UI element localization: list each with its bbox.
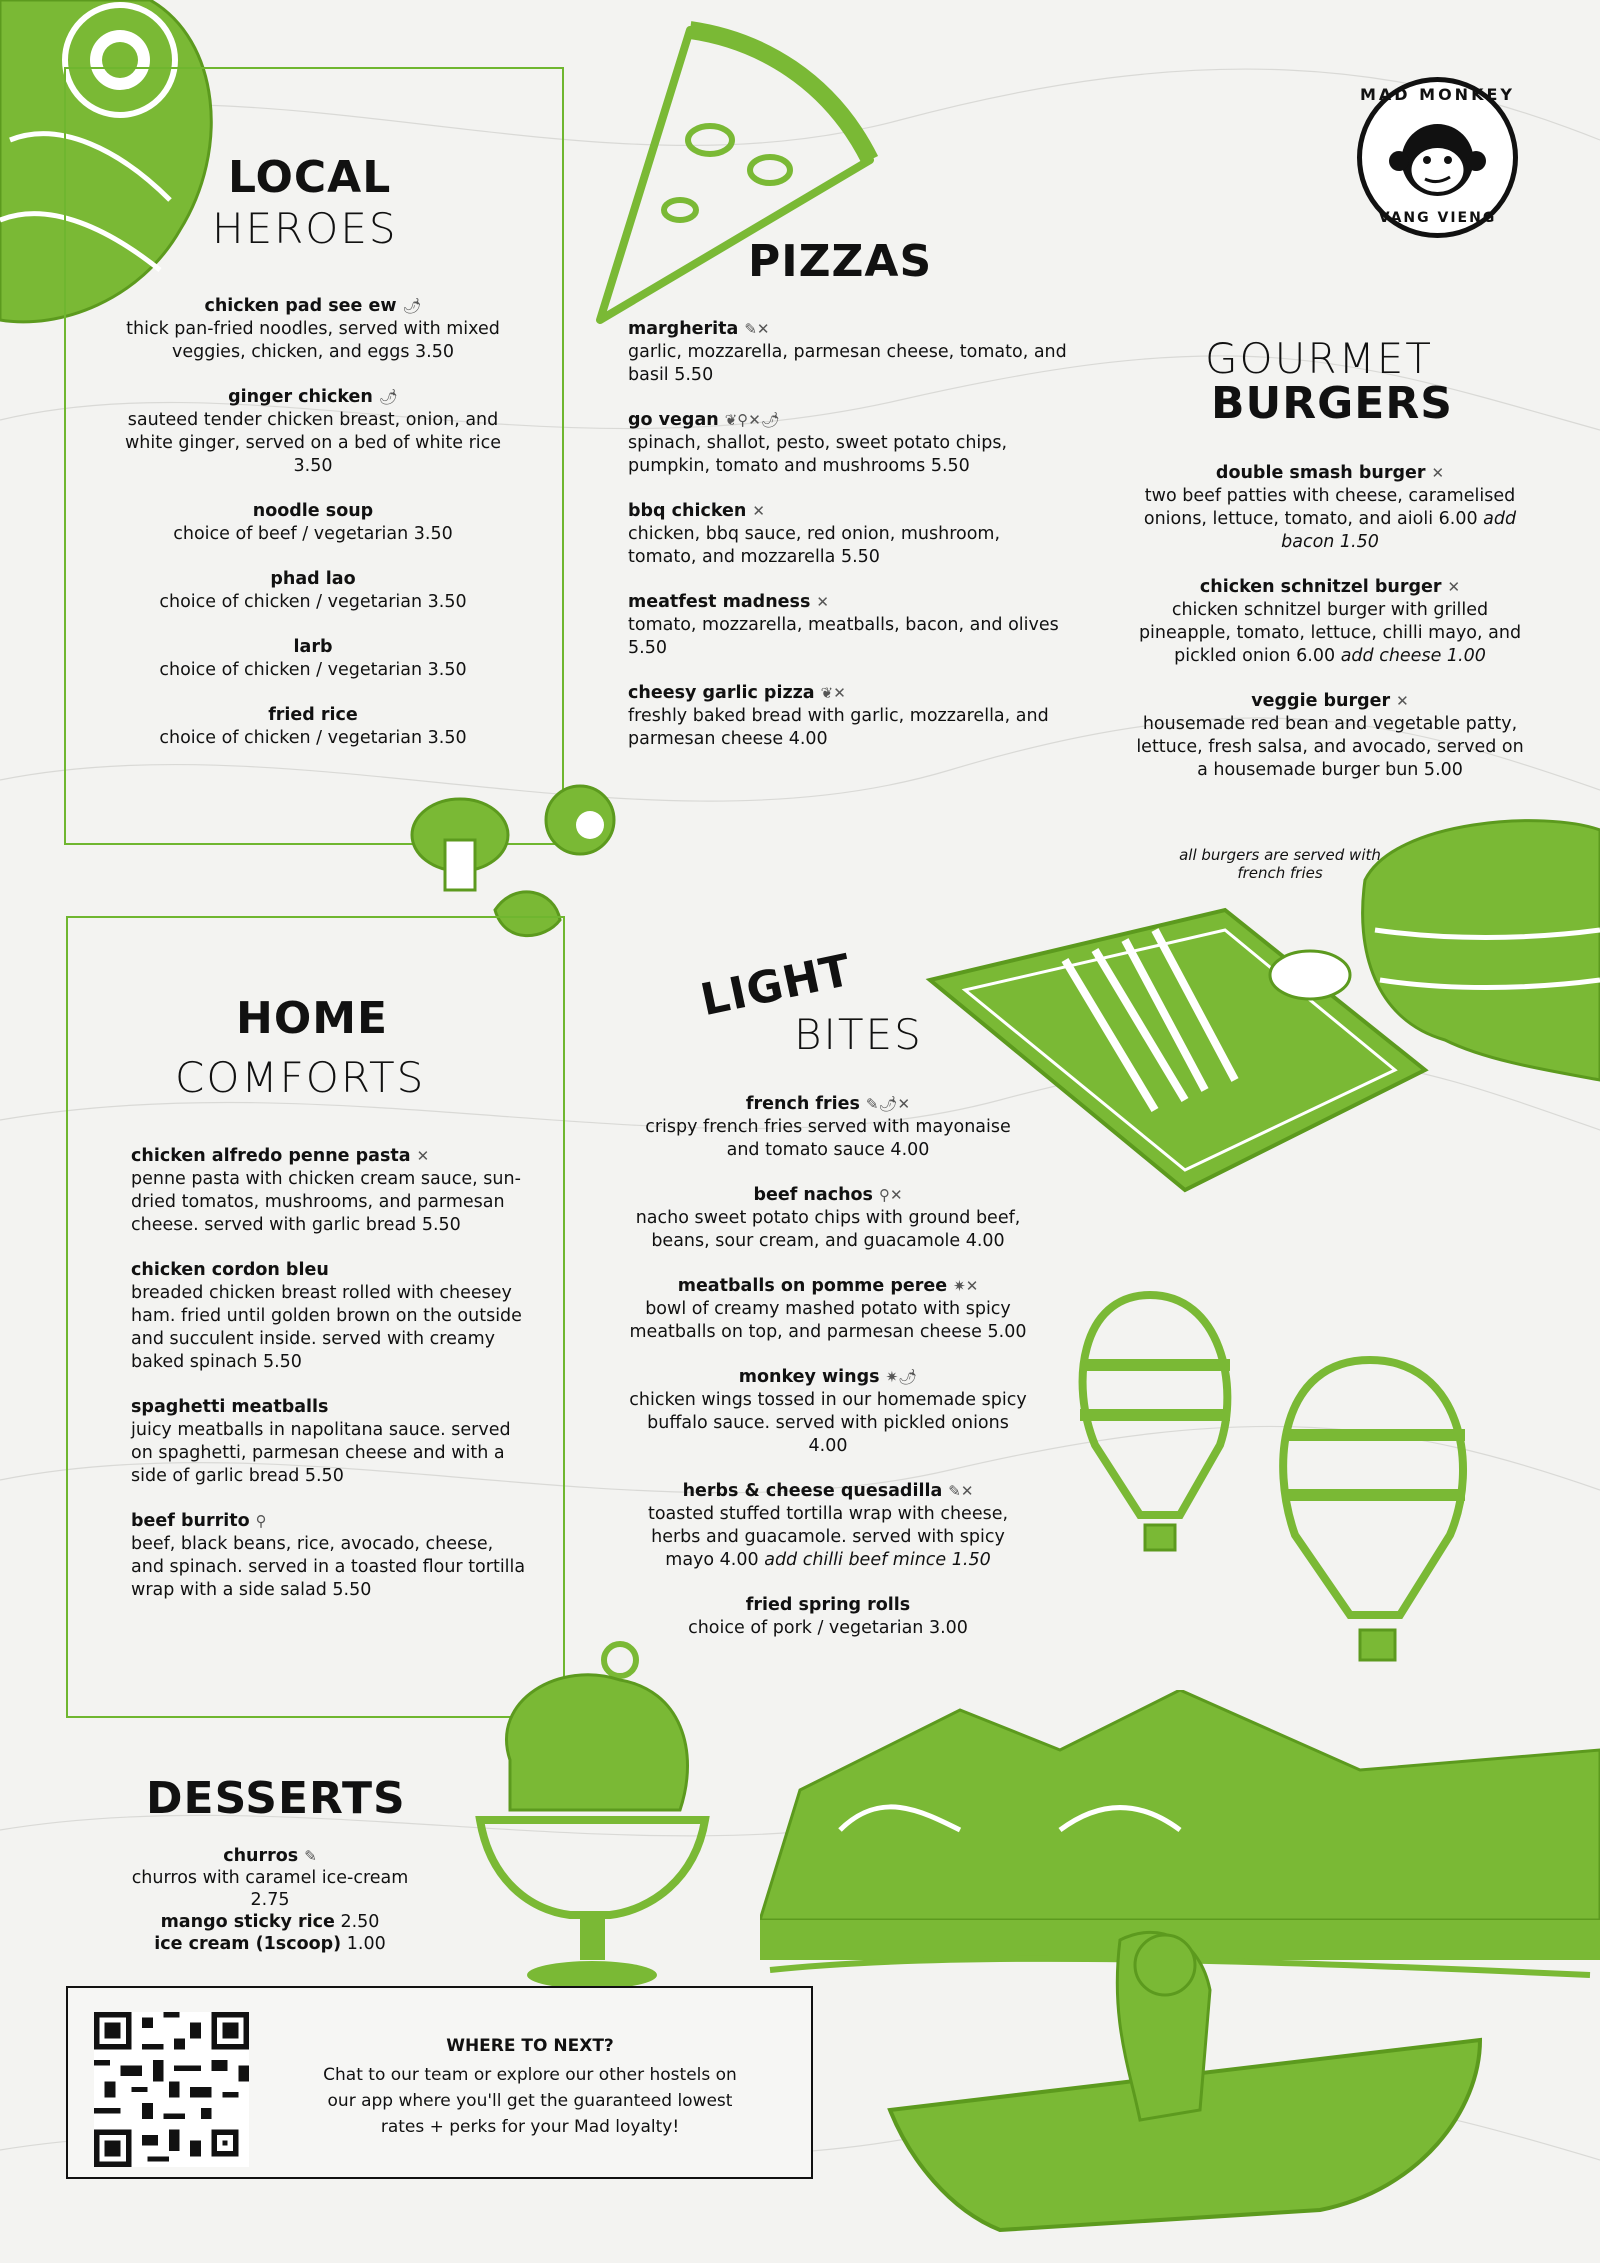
menu-item-name: phad lao — [270, 569, 356, 589]
menu-item-name: monkey wings — [738, 1367, 880, 1387]
menu-item-header — [628, 1594, 1028, 1617]
burgers-title-bold: BURGERS — [1211, 378, 1453, 429]
mad-monkey-logo — [1355, 75, 1520, 240]
menu-item-name: chicken alfredo penne pasta — [131, 1146, 411, 1166]
menu-item-desc-text: breaded chicken breast rolled with cheesey ham. fried until golden brown on the outside and succulent inside. served with creamy baked spinach 5.50 — [131, 1283, 522, 1372]
menu-item-description — [108, 523, 518, 546]
menu-item-desc-text: chicken, bbq sauce, red onion, mushroom, tomato, and mozzarella 5.50 — [628, 524, 1001, 567]
home-comforts-title-light: COMFORTS — [175, 1053, 426, 1102]
menu-item-header — [1130, 462, 1530, 485]
dietary-icons: ❦⚲✕🌶 — [724, 411, 780, 429]
menu-item-name: go vegan — [628, 410, 719, 430]
menu-item-description — [628, 1617, 1028, 1640]
burgers-list — [1130, 462, 1530, 804]
dessert-item — [120, 1845, 420, 1867]
menu-item-desc-text: freshly baked bread with garlic, mozzarella, and parmesan cheese 4.00 — [628, 706, 1049, 749]
menu-item-header — [628, 1093, 1028, 1116]
menu-item — [1130, 690, 1530, 782]
menu-item-name: spaghetti meatballs — [131, 1397, 329, 1417]
menu-item-description — [131, 1419, 531, 1488]
dessert-item — [120, 1911, 420, 1933]
dietary-icons: ✕ — [1431, 464, 1445, 482]
menu-item-header — [108, 568, 518, 591]
dietary-icons: ✕ — [816, 593, 829, 611]
menu-item-header — [131, 1259, 531, 1282]
menu-item-header — [108, 704, 518, 727]
promo-heading: WHERE TO NEXT? — [446, 2036, 614, 2056]
dietary-icons: ✎✕ — [744, 320, 770, 338]
menu-item-header — [131, 1510, 531, 1533]
dietary-icons: 🌶 — [378, 388, 398, 406]
menu-item-name: beef nachos — [753, 1185, 873, 1205]
menu-item-desc-text: tomato, mozzarella, meatballs, bacon, and olives 5.50 — [628, 615, 1059, 658]
dietary-icons: ✷✕ — [953, 1277, 979, 1295]
menu-item — [108, 386, 518, 478]
menu-item-desc-text: two beef patties with cheese, caramelised onions, lettuce, tomato, and aioli 6.00 — [1143, 486, 1516, 529]
menu-item-name: herbs & cheese quesadilla — [682, 1481, 943, 1501]
menu-item-header — [108, 295, 518, 318]
menu-item — [628, 682, 1068, 751]
menu-item-header — [628, 1366, 1028, 1389]
menu-item-description — [628, 705, 1068, 751]
menu-item — [628, 1093, 1028, 1162]
promo-text: Chat to our team or explore our other hostels on our app where you'll get the guaranteed lowest rates + perks for your Mad loyalty! — [323, 2065, 737, 2137]
menu-item-header — [131, 1145, 531, 1168]
menu-item-header — [628, 1480, 1028, 1503]
menu-item-description — [1130, 713, 1530, 782]
menu-item-description — [628, 1207, 1028, 1253]
menu-item-name: meatfest madness — [628, 592, 811, 612]
menu-item-desc-text: choice of chicken / vegetarian 3.50 — [159, 660, 467, 680]
menu-item — [131, 1145, 531, 1237]
menu-item — [628, 409, 1068, 478]
menu-item-description — [628, 432, 1068, 478]
dietary-icons: ✕ — [1447, 578, 1461, 596]
menu-item-description — [628, 523, 1068, 569]
menu-item-description — [108, 591, 518, 614]
menu-item — [628, 1480, 1028, 1572]
menu-item-description — [131, 1168, 531, 1237]
menu-item-header — [1130, 690, 1530, 713]
menu-item — [108, 704, 518, 750]
menu-item-description — [628, 341, 1068, 387]
dietary-icons: 🌶 — [402, 297, 422, 315]
hot-air-balloons-illustration — [1070, 1285, 1510, 1715]
home-comforts-title-bold: HOME — [236, 993, 389, 1044]
menu-item-desc-text: garlic, mozzarella, parmesan cheese, tomato, and basil 5.50 — [628, 342, 1067, 385]
dietary-icons: ✎🌶✕ — [865, 1095, 911, 1113]
menu-item-header — [628, 1184, 1028, 1207]
dietary-icons: ✕ — [416, 1147, 430, 1165]
menu-item — [628, 1184, 1028, 1253]
menu-item-name: fried spring rolls — [745, 1595, 911, 1615]
menu-item — [108, 568, 518, 614]
menu-item-header — [628, 409, 1068, 432]
menu-item-desc-text: choice of pork / vegetarian 3.00 — [688, 1618, 968, 1638]
dietary-icons: ✎✕ — [948, 1482, 974, 1500]
menu-item — [1130, 462, 1530, 554]
menu-item — [108, 500, 518, 546]
menu-item-description — [1130, 485, 1530, 554]
menu-item-name: margherita — [628, 319, 739, 339]
menu-item-name: larb — [293, 637, 333, 657]
menu-item — [628, 591, 1068, 660]
light-bites-list — [628, 1093, 1028, 1662]
dessert-item — [120, 1933, 420, 1955]
menu-item — [108, 636, 518, 682]
menu-item-description — [108, 318, 518, 364]
menu-item-header — [108, 386, 518, 409]
burgers-title-light: GOURMET — [1205, 334, 1433, 383]
menu-item-desc-text: spinach, shallot, pesto, sweet potato chips, pumpkin, tomato and mushrooms 5.50 — [628, 433, 1008, 476]
dietary-icons: ✷🌶 — [885, 1368, 918, 1386]
menu-item-description — [628, 1503, 1028, 1572]
menu-item-desc-text: chicken wings tossed in our homemade spicy buffalo sauce. served with pickled onions 4.00 — [629, 1390, 1027, 1456]
menu-item — [108, 295, 518, 364]
menu-item-extra: add chilli beef mince 1.50 — [764, 1550, 991, 1570]
menu-item-name: french fries — [745, 1094, 860, 1114]
menu-item-desc-text: juicy meatballs in napolitana sauce. served on spaghetti, parmesan cheese and with a side of garlic bread 5.50 — [131, 1420, 511, 1486]
menu-item-desc-text: bowl of creamy mashed potato with spicy meatballs on top, and parmesan cheese 5.00 — [629, 1299, 1027, 1342]
menu-item — [628, 1366, 1028, 1458]
menu-item-desc-text: beef, black beans, rice, avocado, cheese, and spinach. served in a toasted flour tortilla wrap with a side salad 5.50 — [131, 1534, 526, 1600]
menu-item-extra: add bacon 1.50 — [1281, 509, 1517, 552]
menu-item-description — [108, 409, 518, 478]
dietary-icons: ✕ — [752, 502, 765, 520]
menu-item-desc-text: thick pan-fried noodles, served with mixed veggies, chicken, and eggs 3.50 — [126, 319, 500, 362]
menu-item-desc-text: nacho sweet potato chips with ground beef, beans, sour cream, and guacamole 4.00 — [635, 1208, 1021, 1251]
menu-item-desc-text: choice of beef / vegetarian 3.50 — [173, 524, 453, 544]
menu-item-desc-text: penne pasta with chicken cream sauce, sun-dried tomatos, mushrooms, and parmesan cheese. served with garlic bread 5.50 — [131, 1169, 521, 1235]
menu-item — [628, 1275, 1028, 1344]
menu-item-name: ginger chicken — [228, 387, 373, 407]
menu-item — [628, 1594, 1028, 1640]
dessert-description: churros with caramel ice-cream 2.75 — [131, 1868, 409, 1910]
menu-item-description — [628, 1389, 1028, 1458]
menu-item-name: chicken cordon bleu — [131, 1260, 329, 1280]
menu-item-description — [1130, 599, 1530, 668]
menu-item-header — [628, 318, 1068, 341]
dessert-name: mango sticky rice — [160, 1912, 335, 1932]
menu-item-description — [628, 1116, 1028, 1162]
menu-item — [131, 1510, 531, 1602]
pizzas-title: PIZZAS — [748, 236, 933, 287]
menu-item-name: cheesy garlic pizza — [628, 683, 815, 703]
home-comforts-list — [131, 1145, 531, 1624]
dessert-name: ice cream (1scoop) — [154, 1934, 342, 1954]
menu-item-name: chicken pad see ew — [204, 296, 397, 316]
menu-item-header — [628, 591, 1068, 614]
menu-item-name: noodle soup — [252, 501, 374, 521]
ice-cream-sundae-illustration — [470, 1640, 715, 1995]
menu-item-name: bbq chicken — [628, 501, 747, 521]
menu-item — [628, 318, 1068, 387]
light-bites-title-light: BITES — [794, 1010, 923, 1059]
menu-item-description — [131, 1282, 531, 1374]
menu-item-name: fried rice — [268, 705, 358, 725]
menu-item-desc-text: choice of chicken / vegetarian 3.50 — [159, 728, 467, 748]
menu-item-description — [108, 727, 518, 750]
dietary-icons: ⚲✕ — [878, 1186, 903, 1204]
menu-item-header — [628, 500, 1068, 523]
dessert-price: 2.50 — [340, 1912, 380, 1932]
menu-item-desc-text: sauteed tender chicken breast, onion, and white ginger, served on a bed of white rice 3.50 — [124, 410, 502, 476]
menu-item-header — [108, 636, 518, 659]
dessert-name: churros — [223, 1846, 299, 1866]
menu-item-header — [628, 682, 1068, 705]
dessert-price: 1.00 — [346, 1934, 386, 1954]
menu-item-name: beef burrito — [131, 1511, 250, 1531]
desserts-list — [120, 1845, 420, 1955]
desserts-title: DESSERTS — [146, 1773, 406, 1824]
dietary-icons: ✎ — [304, 1847, 317, 1865]
menu-item-desc-text: chicken schnitzel burger with grilled pineapple, tomato, lettuce, chilli mayo, and pickled onion 6.00 — [1138, 600, 1522, 666]
menu-item-description — [628, 1298, 1028, 1344]
menu-item-description — [108, 659, 518, 682]
menu-item-desc-text: crispy french fries served with mayonaise and tomato sauce 4.00 — [645, 1117, 1011, 1160]
qr-code[interactable] — [94, 2012, 249, 2167]
menu-item-extra: add cheese 1.00 — [1340, 646, 1486, 666]
menu-item-description — [131, 1533, 531, 1602]
menu-item-desc-text: choice of chicken / vegetarian 3.50 — [159, 592, 467, 612]
burgers-note: all burgers are served with french fries — [1179, 846, 1381, 882]
menu-item-header — [131, 1396, 531, 1419]
menu-item-name: meatballs on pomme peree — [677, 1276, 948, 1296]
light-bites-title-bold: LIGHT — [696, 944, 857, 1027]
menu-item-name: chicken schnitzel burger — [1199, 577, 1442, 597]
menu-item-header — [1130, 576, 1530, 599]
local-heroes-list — [108, 295, 518, 772]
menu-item-name: double smash burger — [1215, 463, 1426, 483]
menu-item-header — [108, 500, 518, 523]
menu-item-header — [628, 1275, 1028, 1298]
logo-bottom-text: VANG VIENG — [1378, 210, 1497, 226]
dietary-icons: ✕ — [1396, 692, 1409, 710]
menu-item-name: veggie burger — [1251, 691, 1391, 711]
menu-item — [131, 1259, 531, 1374]
local-heroes-title-light: HEROES — [212, 204, 398, 253]
menu-item — [131, 1396, 531, 1488]
menu-item — [628, 500, 1068, 569]
dietary-icons: ⚲ — [255, 1512, 267, 1530]
landscape-monkey-boat-illustration — [760, 1690, 1600, 2263]
local-heroes-title-bold: LOCAL — [228, 152, 392, 203]
menu-item-desc-text: housemade red bean and vegetable patty, lettuce, fresh salsa, and avocado, served on a housemade burger bun 5.00 — [1136, 714, 1524, 780]
dietary-icons: ❦✕ — [820, 684, 846, 702]
menu-item-desc-text: toasted stuffed tortilla wrap with cheese, herbs and guacamole. served with spicy mayo 4.00 — [647, 1504, 1009, 1570]
menu-item-description — [628, 614, 1068, 660]
pizzas-list — [628, 318, 1068, 773]
logo-top-text: MAD MONKEY — [1360, 85, 1515, 104]
menu-item — [1130, 576, 1530, 668]
